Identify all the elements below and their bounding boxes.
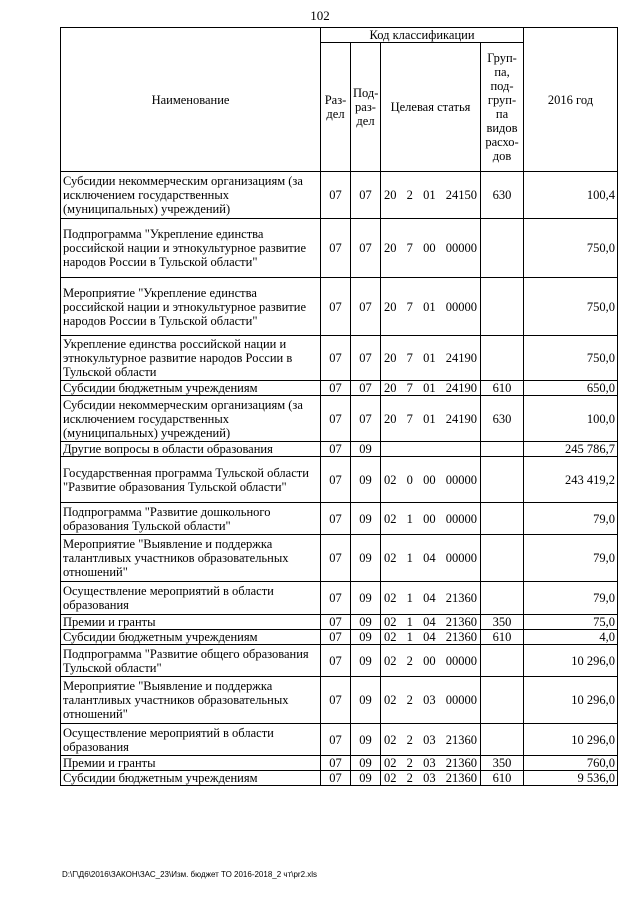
row-vid	[481, 645, 524, 677]
target-code-part: 00000	[445, 241, 477, 255]
target-code-part: 02	[384, 615, 397, 629]
row-vid	[481, 724, 524, 756]
row-name: Мероприятие "Выявление и поддержка талантливых участников образовательных отношений"	[61, 677, 321, 724]
target-code-part: 1	[406, 615, 413, 629]
target-code-part: 7	[406, 411, 413, 426]
row-amount: 760,0	[524, 756, 618, 771]
table-row	[61, 582, 618, 615]
table-row	[61, 396, 618, 442]
row-razdel: 07	[321, 172, 351, 219]
table-row	[61, 724, 618, 756]
row-name: Субсидии некоммерческим организациям (за исключением государственных (муниципальных) учреждений)	[61, 172, 321, 219]
row-amount: 750,0	[524, 336, 618, 381]
row-amount: 10 296,0	[524, 645, 618, 677]
row-amount: 750,0	[524, 219, 618, 278]
target-code-part: 04	[423, 630, 436, 644]
target-code-part: 04	[423, 551, 436, 565]
target-code	[383, 241, 478, 255]
target-code-part: 21360	[445, 591, 477, 605]
target-code-part: 2	[406, 653, 413, 668]
target-code-part: 02	[384, 591, 397, 605]
target-code-part: 01	[423, 381, 436, 395]
target-code	[383, 591, 478, 605]
header-target: Целевая статья	[381, 43, 481, 172]
table-row	[61, 645, 618, 677]
row-target	[381, 336, 481, 381]
target-code-part: 02	[384, 511, 397, 526]
target-code	[383, 512, 478, 526]
target-code-part: 2	[406, 693, 413, 707]
row-podrazdel: 07	[351, 336, 381, 381]
target-code-part: 0	[406, 472, 413, 487]
row-amount: 750,0	[524, 278, 618, 336]
target-code-part: 00	[423, 241, 436, 255]
target-code-part: 20	[384, 351, 397, 365]
target-code-part: 03	[423, 771, 436, 785]
row-vid: 630	[481, 172, 524, 219]
row-name: Подпрограмма "Развитие дошкольного образования Тульской области"	[61, 503, 321, 535]
target-code-part: 00000	[445, 299, 477, 314]
target-code-part: 20	[384, 411, 397, 426]
target-code-part: 00000	[445, 511, 477, 526]
target-code	[383, 412, 478, 426]
row-podrazdel: 09	[351, 535, 381, 582]
target-code-part: 01	[423, 188, 436, 202]
row-amount: 100,4	[524, 172, 618, 219]
row-target	[381, 677, 481, 724]
row-amount: 100,0	[524, 396, 618, 442]
target-code-part: 1	[406, 630, 413, 644]
row-name: Мероприятие "Укрепление единства российской нации и этнокультурное развитие народов России в Тульской области"	[61, 278, 321, 336]
row-vid: 350	[481, 756, 524, 771]
row-amount: 79,0	[524, 535, 618, 582]
row-name: Осуществление мероприятий в области образования	[61, 582, 321, 615]
target-code-part: 00000	[445, 551, 477, 565]
row-target	[381, 172, 481, 219]
target-code-part: 7	[406, 299, 413, 314]
row-target	[381, 396, 481, 442]
target-code	[383, 733, 478, 747]
target-code-part: 7	[406, 241, 413, 255]
row-vid	[481, 336, 524, 381]
table-row	[61, 771, 618, 786]
row-razdel: 07	[321, 396, 351, 442]
row-podrazdel: 07	[351, 396, 381, 442]
table-row	[61, 630, 618, 645]
row-razdel: 07	[321, 615, 351, 630]
row-name: Субсидии бюджетным учреждениям	[61, 630, 321, 645]
target-code-part: 1	[406, 591, 413, 605]
target-code-part: 03	[423, 693, 436, 707]
footer-file-path: D:\Г\Д6\2016\ЗАКОН\ЗАС_23\Изм. бюджет ТО 2016-2018_2 чт\pr2.xls	[62, 870, 318, 879]
row-podrazdel: 09	[351, 724, 381, 756]
target-code-part: 03	[423, 732, 436, 747]
row-name: Мероприятие "Выявление и поддержка талантливых участников образовательных отношений"	[61, 535, 321, 582]
target-code-part: 01	[423, 411, 436, 426]
budget-table	[60, 27, 618, 786]
target-code-part: 20	[384, 188, 397, 202]
target-code-part: 2	[406, 732, 413, 747]
target-code-part: 02	[384, 732, 397, 747]
target-code	[383, 473, 478, 487]
table-row	[61, 535, 618, 582]
target-code-part: 20	[384, 299, 397, 314]
target-code-part: 03	[423, 756, 436, 770]
row-amount: 4,0	[524, 630, 618, 645]
row-podrazdel: 09	[351, 582, 381, 615]
row-vid	[481, 503, 524, 535]
target-code-part: 02	[384, 653, 397, 668]
target-code-part: 24190	[445, 411, 477, 426]
row-amount: 9 536,0	[524, 771, 618, 786]
row-razdel: 07	[321, 336, 351, 381]
row-vid: 610	[481, 630, 524, 645]
row-target	[381, 457, 481, 503]
target-code-part: 01	[423, 351, 436, 365]
row-target	[381, 582, 481, 615]
target-code-part: 2	[406, 188, 413, 202]
target-code-part: 21360	[445, 771, 477, 785]
target-code-part: 00	[423, 511, 436, 526]
row-podrazdel: 09	[351, 771, 381, 786]
row-vid	[481, 535, 524, 582]
header-razdel: Раз- дел	[321, 43, 351, 172]
header-podrazdel: Под- раз- дел	[351, 43, 381, 172]
row-target	[381, 381, 481, 396]
row-razdel: 07	[321, 582, 351, 615]
row-podrazdel: 07	[351, 381, 381, 396]
target-code-part: 01	[423, 299, 436, 314]
row-name: Премии и гранты	[61, 615, 321, 630]
row-vid	[481, 582, 524, 615]
target-code-part: 7	[406, 381, 413, 395]
row-name: Осуществление мероприятий в области образования	[61, 724, 321, 756]
row-razdel: 07	[321, 771, 351, 786]
row-vid	[481, 442, 524, 457]
row-name: Государственная программа Тульской области "Развитие образования Тульской области"	[61, 457, 321, 503]
row-podrazdel: 09	[351, 457, 381, 503]
target-code-part: 1	[406, 511, 413, 526]
target-code-part: 21360	[445, 732, 477, 747]
header-code-group: Код классификации	[321, 28, 524, 43]
row-amount: 245 786,7	[524, 442, 618, 457]
target-code-part: 00000	[445, 653, 477, 668]
target-code	[383, 615, 478, 629]
target-code-part: 02	[384, 630, 397, 644]
row-vid: 350	[481, 615, 524, 630]
target-code-part: 00	[423, 472, 436, 487]
row-target	[381, 724, 481, 756]
row-razdel: 07	[321, 442, 351, 457]
row-razdel: 07	[321, 278, 351, 336]
target-code	[383, 381, 478, 395]
target-code	[383, 551, 478, 565]
target-code-part: 04	[423, 615, 436, 629]
row-name: Другие вопросы в области образования	[61, 442, 321, 457]
target-code-part: 20	[384, 241, 397, 255]
row-razdel: 07	[321, 535, 351, 582]
row-name: Субсидии бюджетным учреждениям	[61, 771, 321, 786]
row-name: Субсидии некоммерческим организациям (за исключением государственных (муниципальных) учреждений)	[61, 396, 321, 442]
row-razdel: 07	[321, 724, 351, 756]
target-code	[383, 300, 478, 314]
table-body	[61, 172, 618, 786]
row-vid	[481, 457, 524, 503]
row-amount: 650,0	[524, 381, 618, 396]
target-code-part: 00	[423, 653, 436, 668]
target-code-part: 04	[423, 591, 436, 605]
target-code-part: 20	[384, 381, 397, 395]
target-code	[383, 188, 478, 202]
row-name: Подпрограмма "Укрепление единства российской нации и этнокультурное развитие народов России в Тульской области"	[61, 219, 321, 278]
row-razdel: 07	[321, 381, 351, 396]
row-podrazdel: 07	[351, 172, 381, 219]
row-target	[381, 503, 481, 535]
row-amount: 75,0	[524, 615, 618, 630]
target-code-part: 2	[406, 756, 413, 770]
row-name: Премии и гранты	[61, 756, 321, 771]
row-target	[381, 535, 481, 582]
row-razdel: 07	[321, 630, 351, 645]
row-podrazdel: 09	[351, 630, 381, 645]
table-row	[61, 615, 618, 630]
row-target	[381, 645, 481, 677]
target-code-part: 24150	[445, 188, 477, 202]
target-code	[383, 351, 478, 365]
row-vid: 610	[481, 381, 524, 396]
header-vid: Груп- па, под- груп- па видов расхо- дов	[481, 43, 524, 172]
header-name: Наименование	[61, 28, 321, 172]
table-row	[61, 457, 618, 503]
target-code	[383, 654, 478, 668]
target-code-part: 7	[406, 351, 413, 365]
row-podrazdel: 09	[351, 615, 381, 630]
row-name: Подпрограмма "Развитие общего образования Тульской области"	[61, 645, 321, 677]
row-razdel: 07	[321, 756, 351, 771]
target-code-part: 21360	[445, 630, 477, 644]
target-code-part: 02	[384, 551, 397, 565]
row-amount: 10 296,0	[524, 724, 618, 756]
target-code-part: 21360	[445, 756, 477, 770]
row-podrazdel: 09	[351, 645, 381, 677]
target-code	[383, 756, 478, 770]
row-vid	[481, 278, 524, 336]
header-year: 2016 год	[524, 28, 618, 172]
row-vid: 610	[481, 771, 524, 786]
row-target	[381, 630, 481, 645]
row-target	[381, 219, 481, 278]
target-code-part: 02	[384, 771, 397, 785]
row-razdel: 07	[321, 457, 351, 503]
row-amount: 79,0	[524, 503, 618, 535]
target-code-part: 21360	[445, 615, 477, 629]
row-target	[381, 756, 481, 771]
row-razdel: 07	[321, 219, 351, 278]
target-code-part: 02	[384, 693, 397, 707]
target-code	[383, 630, 478, 644]
table-row	[61, 442, 618, 457]
row-podrazdel: 09	[351, 677, 381, 724]
row-target	[381, 771, 481, 786]
row-podrazdel: 09	[351, 756, 381, 771]
table-row	[61, 219, 618, 278]
row-podrazdel: 09	[351, 442, 381, 457]
row-razdel: 07	[321, 677, 351, 724]
row-target	[381, 442, 481, 457]
row-vid	[481, 219, 524, 278]
row-target	[381, 278, 481, 336]
target-code-part: 00000	[445, 472, 477, 487]
table-row	[61, 172, 618, 219]
table-row	[61, 677, 618, 724]
target-code-part: 00000	[445, 693, 477, 707]
row-vid	[481, 677, 524, 724]
row-amount: 79,0	[524, 582, 618, 615]
target-code-part: 2	[406, 771, 413, 785]
target-code-part: 1	[406, 551, 413, 565]
table-row	[61, 756, 618, 771]
row-podrazdel: 09	[351, 503, 381, 535]
page-number: 102	[310, 8, 330, 23]
target-code-part: 02	[384, 472, 397, 487]
row-vid: 630	[481, 396, 524, 442]
row-name: Субсидии бюджетным учреждениям	[61, 381, 321, 396]
row-razdel: 07	[321, 645, 351, 677]
row-amount: 243 419,2	[524, 457, 618, 503]
table-row	[61, 278, 618, 336]
table-row	[61, 381, 618, 396]
row-amount: 10 296,0	[524, 677, 618, 724]
row-razdel: 07	[321, 503, 351, 535]
row-name: Укрепление единства российской нации и этнокультурное развитие народов России в Тульской области	[61, 336, 321, 381]
table-row	[61, 503, 618, 535]
row-target	[381, 615, 481, 630]
row-podrazdel: 07	[351, 278, 381, 336]
row-podrazdel: 07	[351, 219, 381, 278]
target-code-part: 02	[384, 756, 397, 770]
target-code	[383, 693, 478, 707]
target-code-part: 24190	[445, 351, 477, 365]
target-code	[383, 771, 478, 785]
target-code-part: 24190	[445, 381, 477, 395]
table-row	[61, 336, 618, 381]
